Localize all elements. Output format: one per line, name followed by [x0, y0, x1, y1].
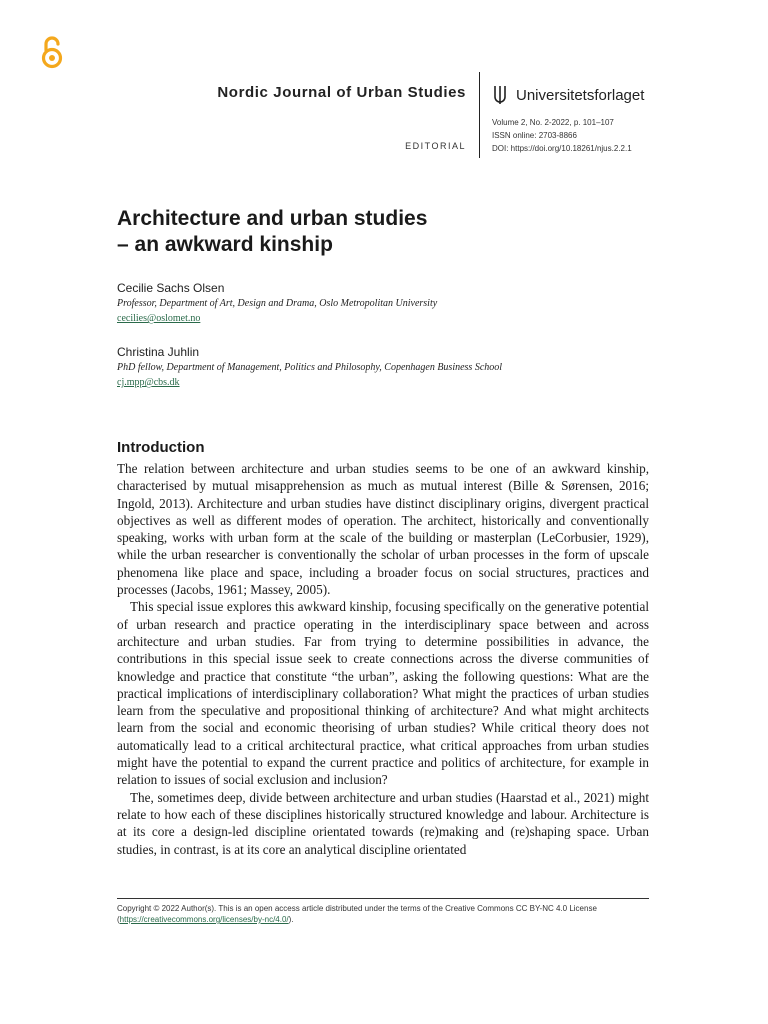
author-block	[117, 281, 657, 327]
publisher-name: Universitetsforlaget	[516, 86, 645, 104]
issn-info: ISSN online: 2703-8866	[492, 131, 577, 140]
copyright-text: Copyright © 2022 Author(s). This is an open access article distributed under the terms of the Creative Commons CC BY-NC 4.0 License	[117, 904, 597, 913]
author-block	[117, 345, 657, 391]
section-heading-introduction: Introduction	[117, 439, 205, 456]
open-access-icon	[38, 34, 66, 70]
author-email-link[interactable]: cecilies@oslomet.no	[117, 313, 201, 324]
article-title	[117, 206, 637, 258]
article-title-line-2: – an awkward kinship	[117, 233, 333, 256]
article-title-line-1: Architecture and urban studies	[117, 207, 428, 230]
license-paren-close: ).	[288, 915, 294, 924]
publisher-logo-icon	[492, 84, 508, 106]
article-meta	[492, 116, 632, 155]
paragraph: This special issue explores this awkward kinship, focusing specifically on the generative potential of urban research and practice operating in the interdisciplinary space between and across architecture and urban studies. Far from trying to determine possibilities in advance, the contributions in this special issue seek to create connections across the diverse communities of knowledge and practice that constitute “the urban”, asking the following questions: What are the practical implications of interdisciplinary collaboration? What might the practices of urban studies learn from the speculative and propositional thinking of architecture? And what might architects learn from the social and economic theorising of urban studies? While critical theory does not automatically lead to a critical architectural practice, what critical approaches from urban studies might have the potential to expand the current practice and politics of architecture, for example in relation to issues of social exclusion and inclusion?	[117, 599, 649, 788]
journal-title: Nordic Journal of Urban Studies	[217, 84, 466, 101]
license-paren-open: (	[117, 915, 120, 924]
license-link[interactable]: https://creativecommons.org/licenses/by-nc/4.0/	[119, 915, 289, 924]
author-name: Christina Juhlin	[117, 345, 200, 359]
author-name: Cecilie Sachs Olsen	[117, 281, 225, 295]
header-divider	[479, 72, 480, 158]
section-label: EDITORIAL	[405, 141, 466, 151]
paragraph: The relation between architecture and urban studies seems to be one of an awkward kinship, characterised by mutual misapprehension as much as mutual interest (Bille & Sørensen, 2016; Ingold, 2013). Architecture and urban studies have distinct disciplinary origins, divergent practical objectives as well as different modes of operation. The architect, historically and conventionally speaking, works with urban form at the scale of the building or masterplan (LeCorbusier, 1929), while the urban researcher is conventionally the scholar of urban processes in the form of upscale phenomena like place and space, including a broader focus on social structures, practices and processes (Jacobs, 1961; Massey, 2005).	[117, 461, 649, 598]
paragraph: The, sometimes deep, divide between architecture and urban studies (Haarstad et al., 2021) might relate to how each of these disciplines historically structured knowledge and labour. Architecture is at its core a design-led discipline orientated towards (re)making and (re)shaping space. Urban studies, in contrast, is at its core an analytical discipline orientated	[117, 789, 649, 857]
copyright-footer	[117, 903, 649, 925]
volume-info: Volume 2, No. 2-2022, p. 101–107	[492, 118, 614, 127]
doi-info[interactable]: DOI: https://doi.org/10.18261/njus.2.2.1	[492, 144, 632, 153]
footer-divider	[117, 898, 649, 899]
author-affiliation: Professor, Department of Art, Design and Drama, Oslo Metropolitan University	[117, 298, 438, 309]
author-affiliation: PhD fellow, Department of Management, Politics and Philosophy, Copenhagen Business School	[117, 362, 503, 373]
body-text	[117, 460, 649, 858]
publisher	[492, 84, 644, 106]
author-email-link[interactable]: cj.mpp@cbs.dk	[117, 377, 180, 388]
